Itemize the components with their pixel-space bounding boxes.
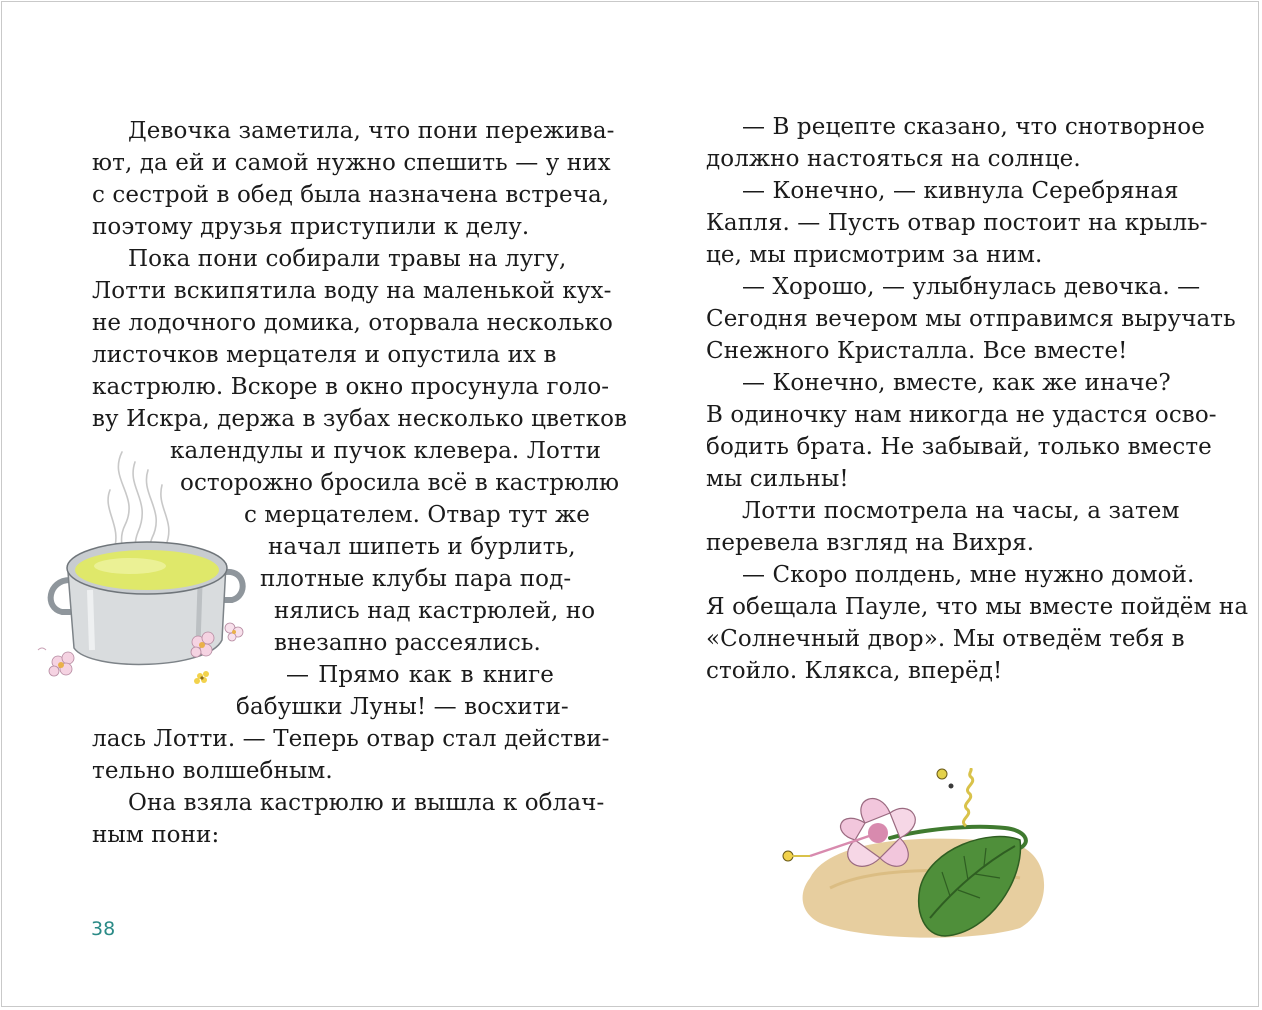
text-line: Лотти посмотрела на часы, а затем xyxy=(742,498,1180,524)
text-line: тельно волшебным. xyxy=(92,758,333,784)
flower-icon xyxy=(49,652,74,676)
text-line: должно настояться на солнце. xyxy=(706,146,1081,172)
text-line: — В рецепте сказано, что снотворное xyxy=(742,114,1205,140)
text-line: — Конечно, вместе, как же иначе? xyxy=(742,370,1171,396)
text-line: Она взяла кастрюлю и вышла к облач- xyxy=(128,790,605,816)
text-line: перевела взгляд на Вихря. xyxy=(706,530,1035,556)
flower-icon xyxy=(194,671,209,684)
flower-with-leaf-illustration xyxy=(770,768,1060,943)
text-line: стойло. Клякса, вперёд! xyxy=(706,658,1003,684)
text-line: — Конечно, — кивнула Серебряная xyxy=(742,178,1179,204)
page-number: 38 xyxy=(91,918,116,940)
text-line: ным пони: xyxy=(92,822,220,848)
text-line: внезапно рассеялись. xyxy=(274,630,541,656)
text-line: ву Искра, держа в зубах несколько цветков xyxy=(92,406,628,432)
text-line: мы сильны! xyxy=(706,466,849,492)
steaming-pot-illustration xyxy=(30,440,255,685)
pot-handle-right xyxy=(224,572,243,600)
text-line: с мерцателем. Отвар тут же xyxy=(244,502,590,528)
text-line: Девочка заметила, что пони пережива- xyxy=(128,118,615,144)
text-line: Пока пони собирали травы на лугу, xyxy=(128,246,567,272)
hibiscus-flower-icon xyxy=(783,799,915,867)
text-line: начал шипеть и бурлить, xyxy=(268,534,576,560)
text-line: Я обещала Пауле, что мы вместе пойдём на xyxy=(706,594,1249,620)
text-line: — Скоро полдень, мне нужно домой. xyxy=(742,562,1195,588)
text-line: бодить брата. Не забывай, только вместе xyxy=(706,434,1212,460)
text-line: — Хорошо, — улыбнулась девочка. — xyxy=(742,274,1201,300)
text-line: Сегодня вечером мы отправимся выручать xyxy=(706,306,1236,332)
text-line: поэтому друзья приступили к делу. xyxy=(92,214,530,240)
text-line: кастрюлю. Вскоре в окно просунула голо- xyxy=(92,374,610,400)
text-line: ют, да ей и самой нужно спешить — у них xyxy=(92,150,611,176)
text-line: Снежного Кристалла. Все вместе! xyxy=(706,338,1128,364)
text-line: с сестрой в обед была назначена встреча, xyxy=(92,182,610,208)
text-line: календулы и пучок клевера. Лотти xyxy=(170,438,602,464)
text-line: це, мы присмотрим за ним. xyxy=(706,242,1043,268)
text-line: — Прямо как в книге xyxy=(286,662,554,688)
text-line: лась Лотти. — Теперь отвар стал действи- xyxy=(92,726,610,752)
text-line: плотные клубы пара под- xyxy=(260,566,572,592)
text-line: Лотти вскипятила воду на маленькой кух- xyxy=(92,278,612,304)
tendril xyxy=(963,768,972,826)
text-line: Капля. — Пусть отвар постоит на крыль- xyxy=(706,210,1208,236)
text-line: листочков мерцателя и опустила их в xyxy=(92,342,557,368)
text-line: нялись над кастрюлей, но xyxy=(274,598,596,624)
flower-icon xyxy=(225,623,243,641)
text-line: В одиночку нам никогда не удастся осво- xyxy=(706,402,1217,428)
text-line: бабушки Луны! — восхити- xyxy=(236,694,569,720)
text-line: «Солнечный двор». Мы отведём тебя в xyxy=(706,626,1185,652)
pot-handle-left xyxy=(51,580,70,612)
text-line: осторожно бросила всё в кастрюлю xyxy=(180,470,620,496)
text-line: не лодочного домика, оторвала несколько xyxy=(92,310,613,336)
